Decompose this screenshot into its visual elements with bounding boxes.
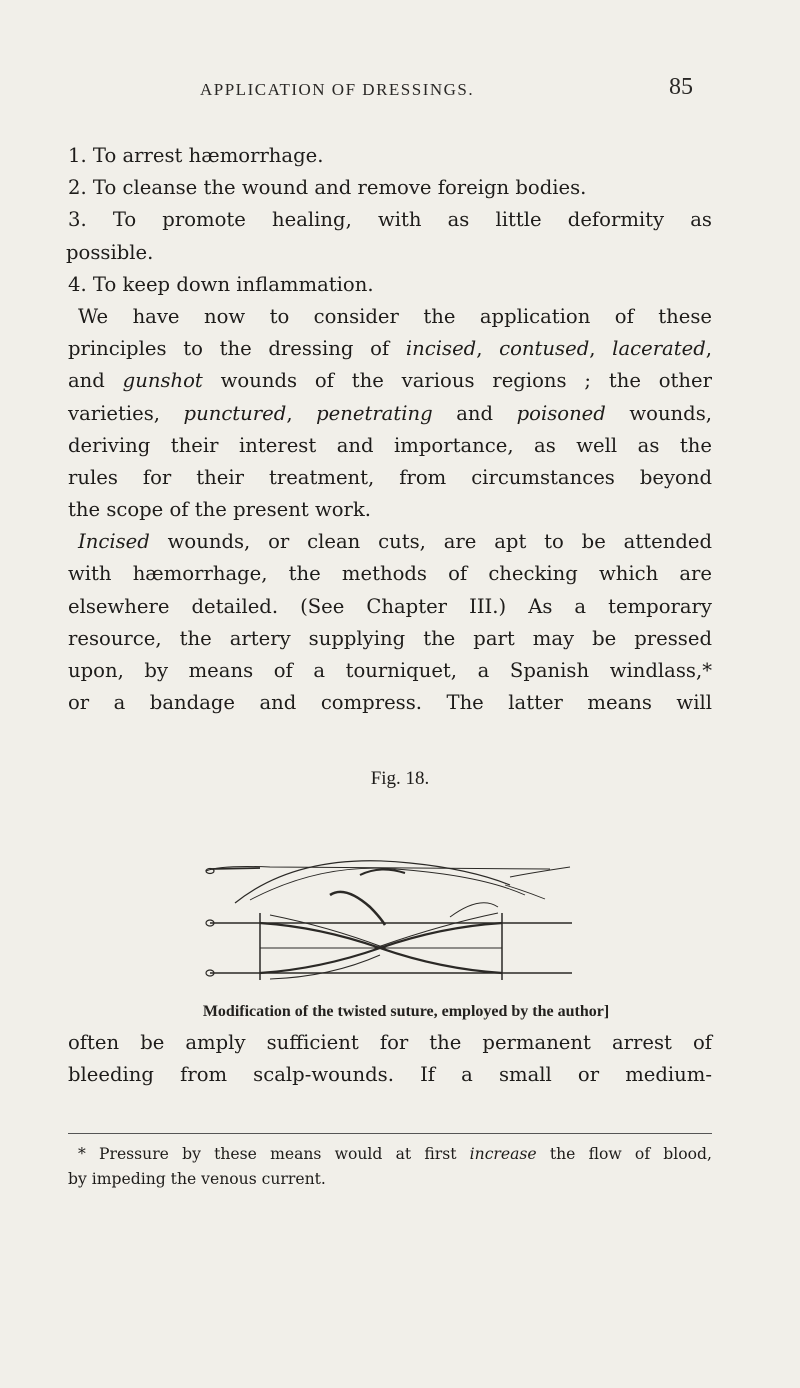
running-title: APPLICATION OF DRESSINGS. [200,80,475,99]
paragraph-line: elsewhere detailed. (See Chapter III.) As a temporary [68,594,712,618]
paragraph-line: Incised wounds, or clean cuts, are apt to be attended [78,530,712,554]
footnote-line: by impeding the venous current. [68,1170,326,1188]
body-text [68,140,712,719]
text-line: possible. [66,240,154,264]
paragraph-line: bleeding from scalp-wounds. If a small or medium- [68,1063,712,1087]
paragraph-line: rules for their treatment, from circumstances beyond [68,465,712,489]
list-item-4: 4. To keep down inflammation. [68,272,374,296]
footnote [68,1142,712,1192]
paragraph-line: deriving their interest and importance, as well as the [68,433,712,457]
figure-caption: Modification of the twisted suture, employed by the author] [202,1003,610,1020]
paragraph-line: principles to the dressing of incised, contused, lacerated, [68,337,712,361]
list-item-1: 1. To arrest hæmorrhage. [68,144,324,167]
paragraph-line: We have now to consider the application of these [78,304,712,328]
twisted-suture-illustration [180,855,600,985]
page-number: 85 [669,74,693,100]
body-text-continued [68,1027,712,1091]
paragraph-line: often be amply sufficient for the permanent arrest of [68,1031,712,1054]
footnote-divider [68,1133,712,1134]
figure-label: Fig. 18. [370,768,430,789]
paragraph-line: the scope of the present work. [68,498,372,522]
footnote-line: * Pressure by these means would at first increase the flow of blood, [78,1145,712,1163]
list-item-3: 3. To promote healing, with as little deformity as [68,208,712,232]
paragraph-line: and gunshot wounds of the various regions ; the other [68,369,712,393]
paragraph-line: or a bandage and compress. The latter means will [68,691,712,715]
paragraph-line: with hæmorrhage, the methods of checking which are [68,562,712,586]
paragraph-line: upon, by means of a tourniquet, a Spanish windlass,* [68,659,712,682]
page-header [0,74,800,108]
paragraph-line: resource, the artery supplying the part may be pressed [68,626,712,650]
paragraph-line: varieties, punctured, penetrating and poisoned wounds, [68,401,713,425]
list-item-2: 2. To cleanse the wound and remove foreign bodies. [68,176,587,200]
